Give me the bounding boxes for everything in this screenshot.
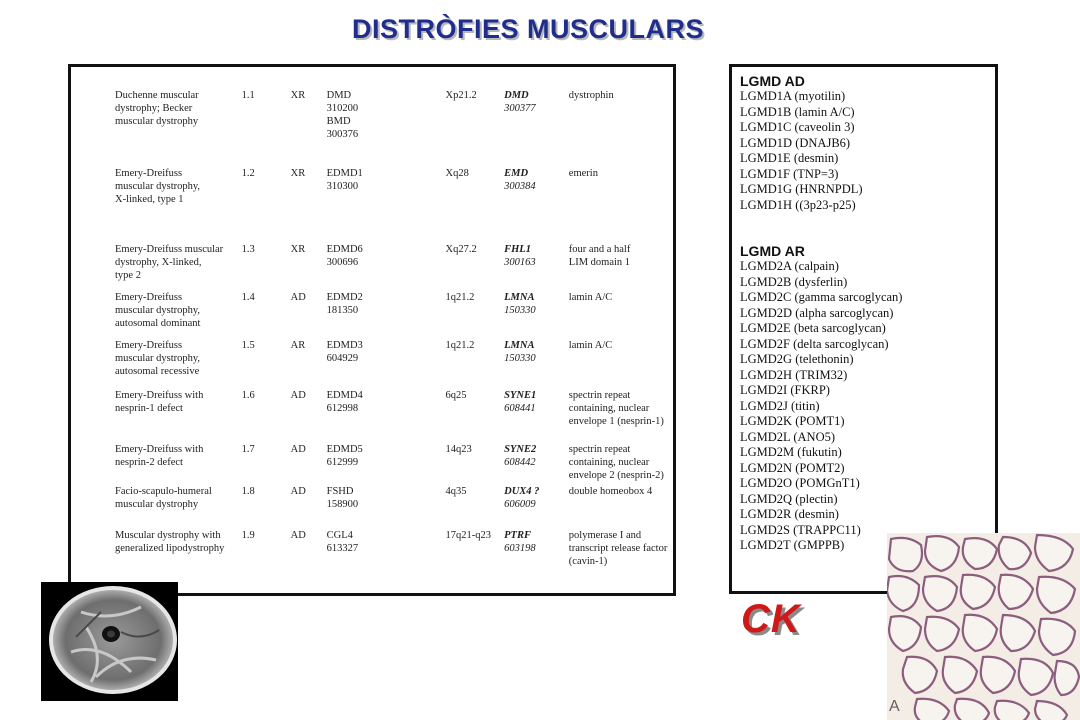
locus-line: EDMD6 [326, 244, 363, 255]
table-row [115, 339, 673, 389]
protein-line: spectrin repeat [568, 390, 631, 401]
list-item: LGMD2G (telethonin) [740, 352, 854, 366]
locus-cell [327, 243, 446, 291]
disease-name-line: dystrophy, X-linked, [115, 257, 202, 268]
cytoband-cell: Xq27.2 [445, 244, 477, 255]
list-item: LGMD2F (delta sarcoglycan) [740, 336, 889, 351]
protein-line: LIM domain 1 [568, 257, 631, 268]
lgmd-panel [729, 64, 998, 594]
disease-name-line: Facio-scapulo-humeral [115, 486, 212, 497]
locus-line: EDMD2 [326, 292, 363, 303]
gene-cell [504, 529, 569, 581]
disease-name-line: autosomal recessive [115, 366, 200, 377]
disease-name-cell [115, 529, 242, 581]
list-item: LGMD2I (FKRP) [740, 383, 830, 397]
disease-name-line: muscular dystrophy [115, 116, 199, 127]
disease-name-line: dystrophy; Becker [115, 103, 193, 114]
list-item: LGMD2H (TRIM32) [740, 367, 848, 382]
entry-number-cell: 1.4 [241, 292, 255, 303]
gene-cell [504, 291, 569, 339]
table-row [115, 243, 673, 291]
locus-cell [327, 339, 446, 389]
list-item: LGMD2S (TRAPPC11) [740, 522, 861, 537]
entry-number-cell: 1.2 [241, 168, 255, 179]
inheritance-cell: XR [290, 244, 306, 255]
protein-line: polymerase I and [568, 530, 642, 541]
cytoband-cell: 4q35 [445, 486, 467, 497]
list-item: LGMD2L (ANO5) [740, 429, 836, 444]
gene-cell [504, 243, 569, 291]
gene-symbol: FHL1 [504, 244, 531, 255]
gene-mim-number: 300377 [504, 103, 536, 114]
locus-line: 310200 [326, 103, 359, 114]
locus-line: EDMD1 [326, 168, 363, 179]
disease-name-line: Muscular dystrophy with [115, 530, 221, 541]
protein-line: spectrin repeat [568, 444, 631, 455]
inheritance-cell: XR [290, 168, 306, 179]
histology-panel-label: A [889, 698, 900, 715]
list-item: LGMD2O (POMGnT1) [740, 476, 860, 490]
cytoband-cell: 1q21.2 [445, 340, 475, 351]
locus-cell [327, 485, 446, 529]
gene-symbol: SYNE1 [504, 390, 537, 401]
locus-line: 612999 [326, 457, 359, 468]
list-item: LGMD1A (myotilin) [740, 89, 846, 103]
gene-symbol: LMNA [504, 340, 535, 351]
locus-cell [327, 167, 446, 243]
table-row [115, 529, 673, 581]
gene-mim-number: 300163 [504, 257, 536, 268]
cytoband-cell: 1q21.2 [445, 292, 475, 303]
locus-line: 300696 [326, 257, 359, 268]
disease-name-line: autosomal dominant [115, 318, 201, 329]
locus-cell [327, 529, 446, 581]
entry-number-cell: 1.3 [241, 244, 255, 255]
list-item: LGMD2T (GMPPB) [740, 538, 845, 552]
table-row [115, 443, 673, 485]
protein-cell [569, 529, 673, 581]
protein-line: (cavin-1) [568, 556, 608, 567]
locus-line: 613327 [326, 543, 359, 554]
inheritance-cell: AD [290, 292, 306, 303]
disease-name-line: Emery-Dreifuss [115, 292, 183, 303]
locus-line: EDMD4 [326, 390, 363, 401]
locus-line: FSHD [326, 486, 354, 497]
disease-name-cell [115, 339, 242, 389]
gene-mim-number: 603198 [504, 543, 536, 554]
table-row [115, 89, 673, 167]
list-item: LGMD2B (dysferlin) [740, 274, 848, 289]
protein-line: envelope 2 (nesprin-2) [568, 470, 664, 481]
lgmd-ad-list [740, 89, 863, 213]
gene-cell [504, 167, 569, 243]
entry-number-cell: 1.7 [241, 444, 255, 455]
protein-line: double homeobox 4 [568, 486, 653, 497]
gene-cell [504, 389, 569, 443]
histology-graphic [887, 533, 1080, 720]
protein-line: containing, nuclear [568, 403, 650, 414]
disease-name-cell [115, 443, 242, 485]
locus-line: EDMD3 [326, 340, 363, 351]
lgmd-ad-heading: LGMD AD [740, 73, 805, 89]
list-item: LGMD2M (fukutin) [740, 445, 842, 459]
locus-line: CGL4 [326, 530, 353, 541]
list-item: LGMD1E (desmin) [740, 151, 839, 165]
disease-name-line: Emery-Dreifuss [115, 340, 183, 351]
entry-number-cell: 1.5 [241, 340, 255, 351]
list-item: LGMD1G (HNRNPDL) [740, 182, 863, 196]
page-title: DISTRÒFIES MUSCULARS [351, 14, 704, 44]
list-item: LGMD2E (beta sarcoglycan) [740, 321, 886, 335]
list-item: LGMD1F (TNP=3) [740, 166, 839, 181]
locus-cell [327, 89, 446, 167]
inheritance-cell: AD [290, 530, 306, 541]
locus-line: DMD [326, 90, 352, 101]
gene-mim-number: 608442 [504, 457, 536, 468]
entry-number-cell: 1.8 [241, 486, 255, 497]
disease-name-line: Emery-Dreifuss [115, 168, 183, 179]
gene-mim-number: 608441 [504, 403, 536, 414]
inheritance-cell: AR [290, 340, 306, 351]
protein-cell [569, 339, 673, 389]
disease-name-line: muscular dystrophy [115, 499, 199, 510]
protein-line: transcript release factor [568, 543, 668, 554]
disease-table [115, 89, 673, 581]
locus-line: 310300 [326, 181, 359, 192]
locus-line: 300376 [326, 129, 359, 140]
table-row [115, 485, 673, 529]
disease-name-cell [115, 389, 242, 443]
gene-symbol: EMD [504, 168, 529, 179]
protein-line: envelope 1 (nesprin-1) [568, 416, 664, 427]
gene-symbol: LMNA [504, 292, 535, 303]
protein-cell [569, 443, 673, 485]
locus-cell [327, 389, 446, 443]
gene-cell [504, 339, 569, 389]
disease-name-line: Duchenne muscular [115, 90, 199, 101]
locus-line: 181350 [326, 305, 359, 316]
disease-table-panel [68, 64, 676, 596]
gene-mim-number: 300384 [504, 181, 536, 192]
locus-line: 158900 [326, 499, 359, 510]
muscle-histology-image [887, 533, 1080, 720]
entry-number-cell: 1.9 [241, 530, 255, 541]
inheritance-cell: AD [290, 486, 306, 497]
disease-name-line: Emery-Dreifuss with [115, 444, 204, 455]
list-item: LGMD1B (lamin A/C) [740, 104, 855, 119]
list-item: LGMD2A (calpain) [740, 259, 839, 273]
cytoband-cell: 6q25 [445, 390, 467, 401]
disease-name-line: nesprin-1 defect [115, 403, 183, 414]
protein-cell [569, 243, 673, 291]
protein-cell [569, 485, 673, 529]
lgmd-ar-block [740, 243, 902, 554]
gene-cell [504, 443, 569, 485]
cytoband-cell: 17q21-q23 [445, 530, 491, 541]
lgmd-ad-block [740, 73, 863, 213]
cytoband-cell: Xq28 [445, 168, 469, 179]
gene-mim-number: 150330 [504, 353, 536, 364]
disease-name-cell [115, 167, 242, 243]
disease-name-line: Emery-Dreifuss with [115, 390, 204, 401]
disease-name-line: X-linked, type 1 [115, 194, 184, 205]
protein-line: four and a half [568, 244, 631, 255]
locus-line: 604929 [326, 353, 359, 364]
list-item: LGMD2R (desmin) [740, 507, 839, 521]
mri-thigh-image [41, 582, 178, 701]
list-item: LGMD1H ((3p23-p25) [740, 197, 856, 212]
disease-name-cell [115, 89, 242, 167]
gene-symbol: PTRF [504, 530, 531, 541]
list-item: LGMD2K (POMT1) [740, 414, 845, 428]
table-row [115, 389, 673, 443]
locus-line: EDMD5 [326, 444, 363, 455]
gene-mim-number: 606009 [504, 499, 536, 510]
cytoband-cell: 14q23 [445, 444, 472, 455]
disease-name-line: generalized lipodystrophy [115, 543, 225, 554]
entry-number-cell: 1.6 [241, 390, 255, 401]
list-item: LGMD1D (DNAJB6) [740, 135, 851, 150]
protein-cell [569, 291, 673, 339]
protein-cell [569, 167, 673, 243]
gene-symbol: DMD [504, 90, 529, 101]
protein-cell [569, 389, 673, 443]
table-row [115, 291, 673, 339]
cytoband-cell: Xp21.2 [445, 90, 477, 101]
disease-name-line: muscular dystrophy, [115, 305, 201, 316]
list-item: LGMD2C (gamma sarcoglycan) [740, 290, 903, 304]
gene-cell [504, 89, 569, 167]
locus-cell [327, 443, 446, 485]
locus-line: BMD [326, 116, 351, 127]
locus-cell [327, 291, 446, 339]
list-item: LGMD2Q (plectin) [740, 491, 838, 506]
lgmd-ar-heading: LGMD AR [740, 243, 805, 259]
inheritance-cell: AD [290, 444, 306, 455]
mri-thigh-graphic [41, 582, 178, 701]
disease-name-line: muscular dystrophy, [115, 181, 201, 192]
table-row [115, 167, 673, 243]
protein-line: lamin A/C [568, 292, 613, 303]
list-item: LGMD2D (alpha sarcoglycan) [740, 305, 894, 320]
entry-number-cell: 1.1 [241, 90, 255, 101]
protein-cell [569, 89, 673, 167]
disease-name-cell [115, 485, 242, 529]
list-item: LGMD1C (caveolin 3) [740, 120, 855, 134]
disease-name-cell [115, 243, 242, 291]
list-item: LGMD2J (titin) [740, 398, 820, 413]
disease-name-line: muscular dystrophy, [115, 353, 201, 364]
disease-name-line: type 2 [115, 270, 141, 281]
disease-name-line: Emery-Dreifuss muscular [115, 244, 224, 255]
protein-line: lamin A/C [568, 340, 613, 351]
protein-line: containing, nuclear [568, 457, 650, 468]
gene-cell [504, 485, 569, 529]
inheritance-cell: AD [290, 390, 306, 401]
gene-mim-number: 150330 [504, 305, 536, 316]
list-item: LGMD2N (POMT2) [740, 460, 845, 475]
disease-name-cell [115, 291, 242, 339]
disease-name-line: nesprin-2 defect [115, 457, 183, 468]
protein-line: emerin [568, 168, 598, 179]
ck-label: CK [741, 597, 801, 641]
inheritance-cell: XR [290, 90, 306, 101]
lgmd-ar-list [740, 259, 902, 554]
gene-symbol: DUX4 ? [504, 486, 540, 497]
locus-line: 612998 [326, 403, 359, 414]
protein-line: dystrophin [568, 90, 614, 101]
gene-symbol: SYNE2 [504, 444, 537, 455]
